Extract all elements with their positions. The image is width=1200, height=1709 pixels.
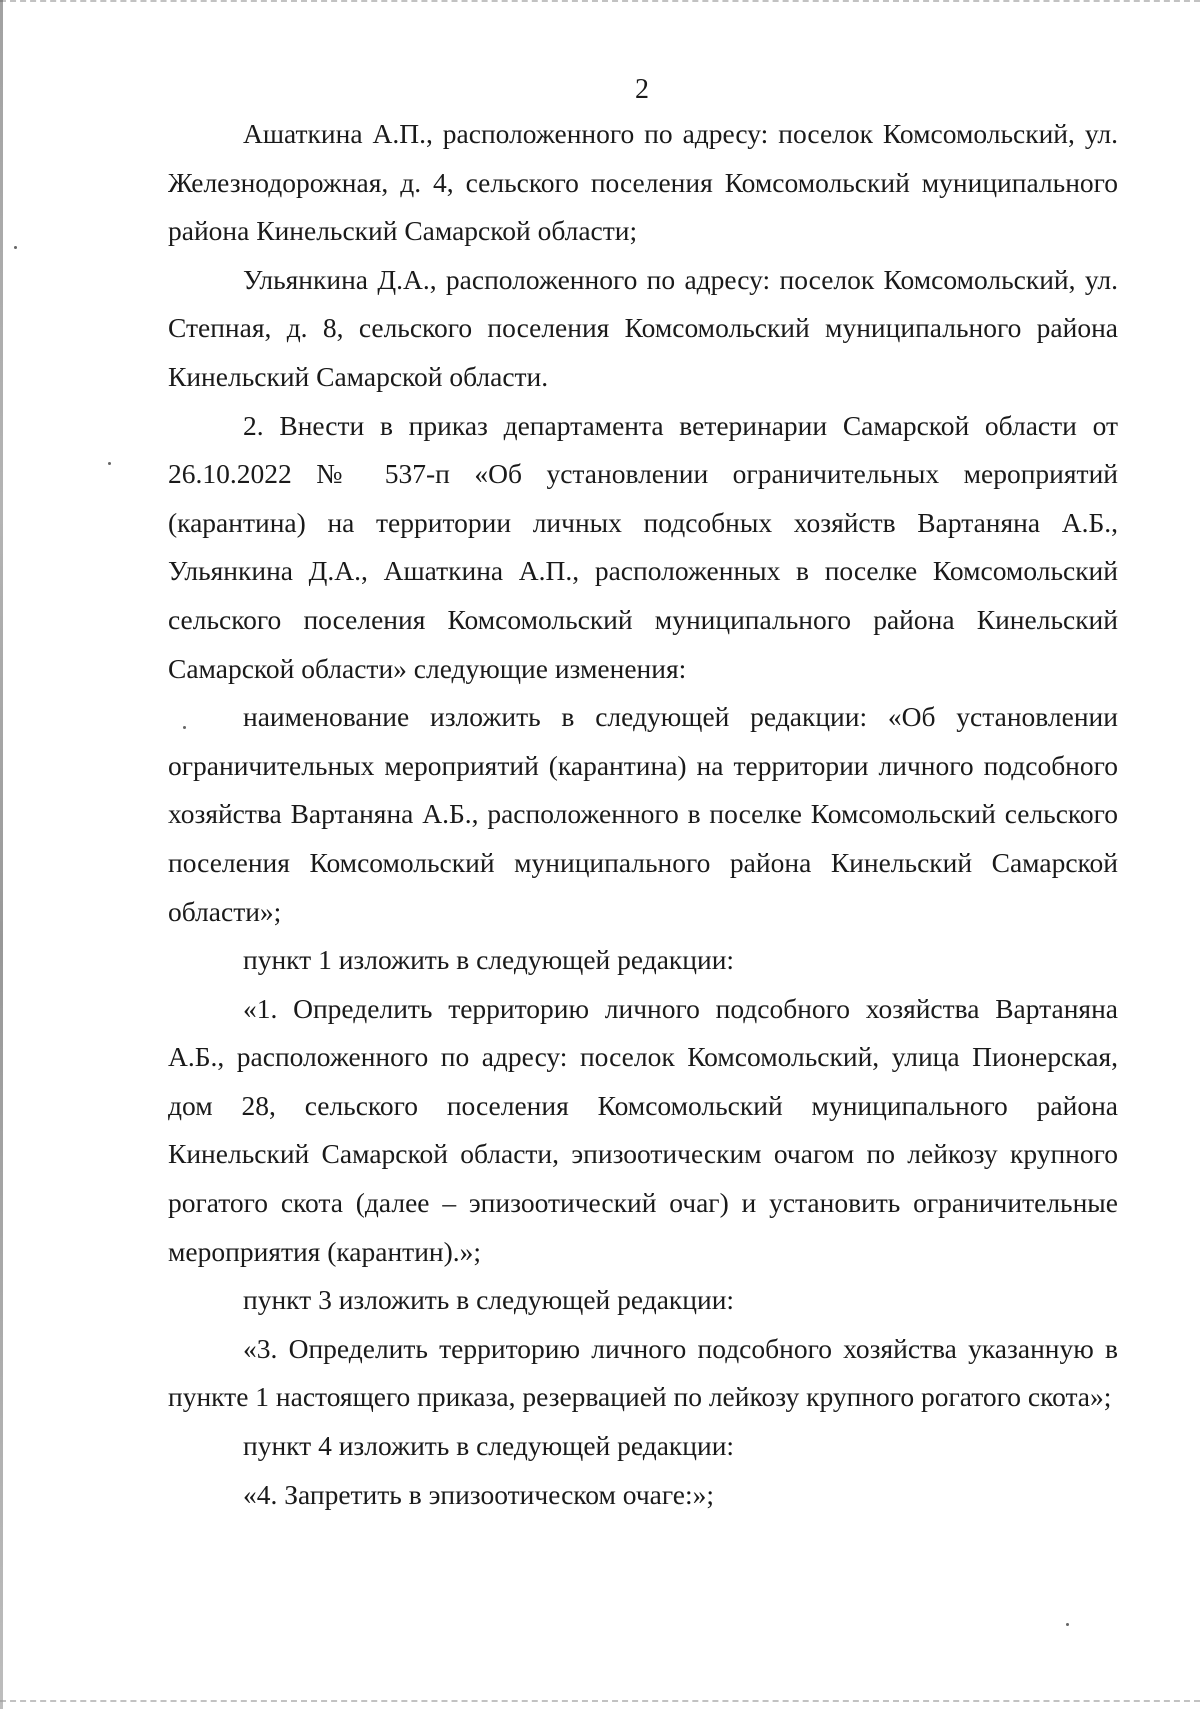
paragraph-item-3-text: «3. Определить территорию личного подсобного хозяйства указанную в пункте 1 настоящего приказа, резервацией по лейкозу крупного рогатого скота»; [168, 1332, 1118, 1413]
scan-speck [14, 246, 17, 249]
paragraph-item-4-text: «4. Запретить в эпизоотическом очаге:»; [243, 1478, 715, 1510]
page-number: 2 [635, 74, 649, 105]
scan-speck [1066, 1623, 1069, 1626]
scan-speck [108, 462, 111, 465]
scan-edge-bottom [0, 1700, 1200, 1705]
paragraph-item-1-intro: пункт 1 изложить в следующей редакции: [243, 944, 735, 976]
paragraph-ulyankin-address: Ульянкина Д.А., расположенного по адресу: поселок Комсомольский, ул. Степная, д. 8, сельского поселения Комсомольский муниципального района Кинельский Самарской области. [168, 263, 1118, 392]
paragraph-item-4-intro: пункт 4 изложить в следующей редакции: [243, 1430, 735, 1462]
paragraph-ashatkin-address: Ашаткина А.П., расположенного по адресу: поселок Комсомольский, ул. Железнодорожная, д. 4, сельского поселения Комсомольский муниципального района Кинельский Самарской области; [168, 118, 1118, 247]
document-body [168, 110, 1118, 1519]
scan-edge-left [0, 0, 3, 1709]
paragraph-item-2: 2. Внести в приказ департамента ветеринарии Самарской области от 26.10.2022 № 537-п «Об установлении ограничительных мероприятий (карантина) на территории личных подсобных хозяйств Вартаняна А.Б., Ульянкина Д.А., Ашаткина А.П., расположенных в поселке Комсомольский сельского поселения Комсомольский муниципального района Кинельский Самарской области» следующие изменения: [168, 409, 1118, 684]
paragraph-item-1-text: «1. Определить территорию личного подсобного хозяйства Вартаняна А.Б., расположенного по адресу: поселок Комсомольский, улица Пионерская, дом 28, сельского поселения Комсомольский муниципального района Кинельский Самарской области, эпизоотическим очагом по лейкозу крупного рогатого скота (далее – эпизоотический очаг) и установить ограничительные мероприятия (карантин).»; [168, 992, 1118, 1267]
scan-edge-top [0, 0, 1200, 5]
paragraph-title-change: наименование изложить в следующей редакции: «Об установлении ограничительных мероприятий (карантина) на территории личного подсобного хозяйства Вартаняна А.Б., расположенного в поселке Комсомольский сельского поселения Комсомольский муниципального района Кинельский Самарской области»; [168, 701, 1118, 927]
paragraph-item-3-intro: пункт 3 изложить в следующей редакции: [243, 1284, 735, 1316]
